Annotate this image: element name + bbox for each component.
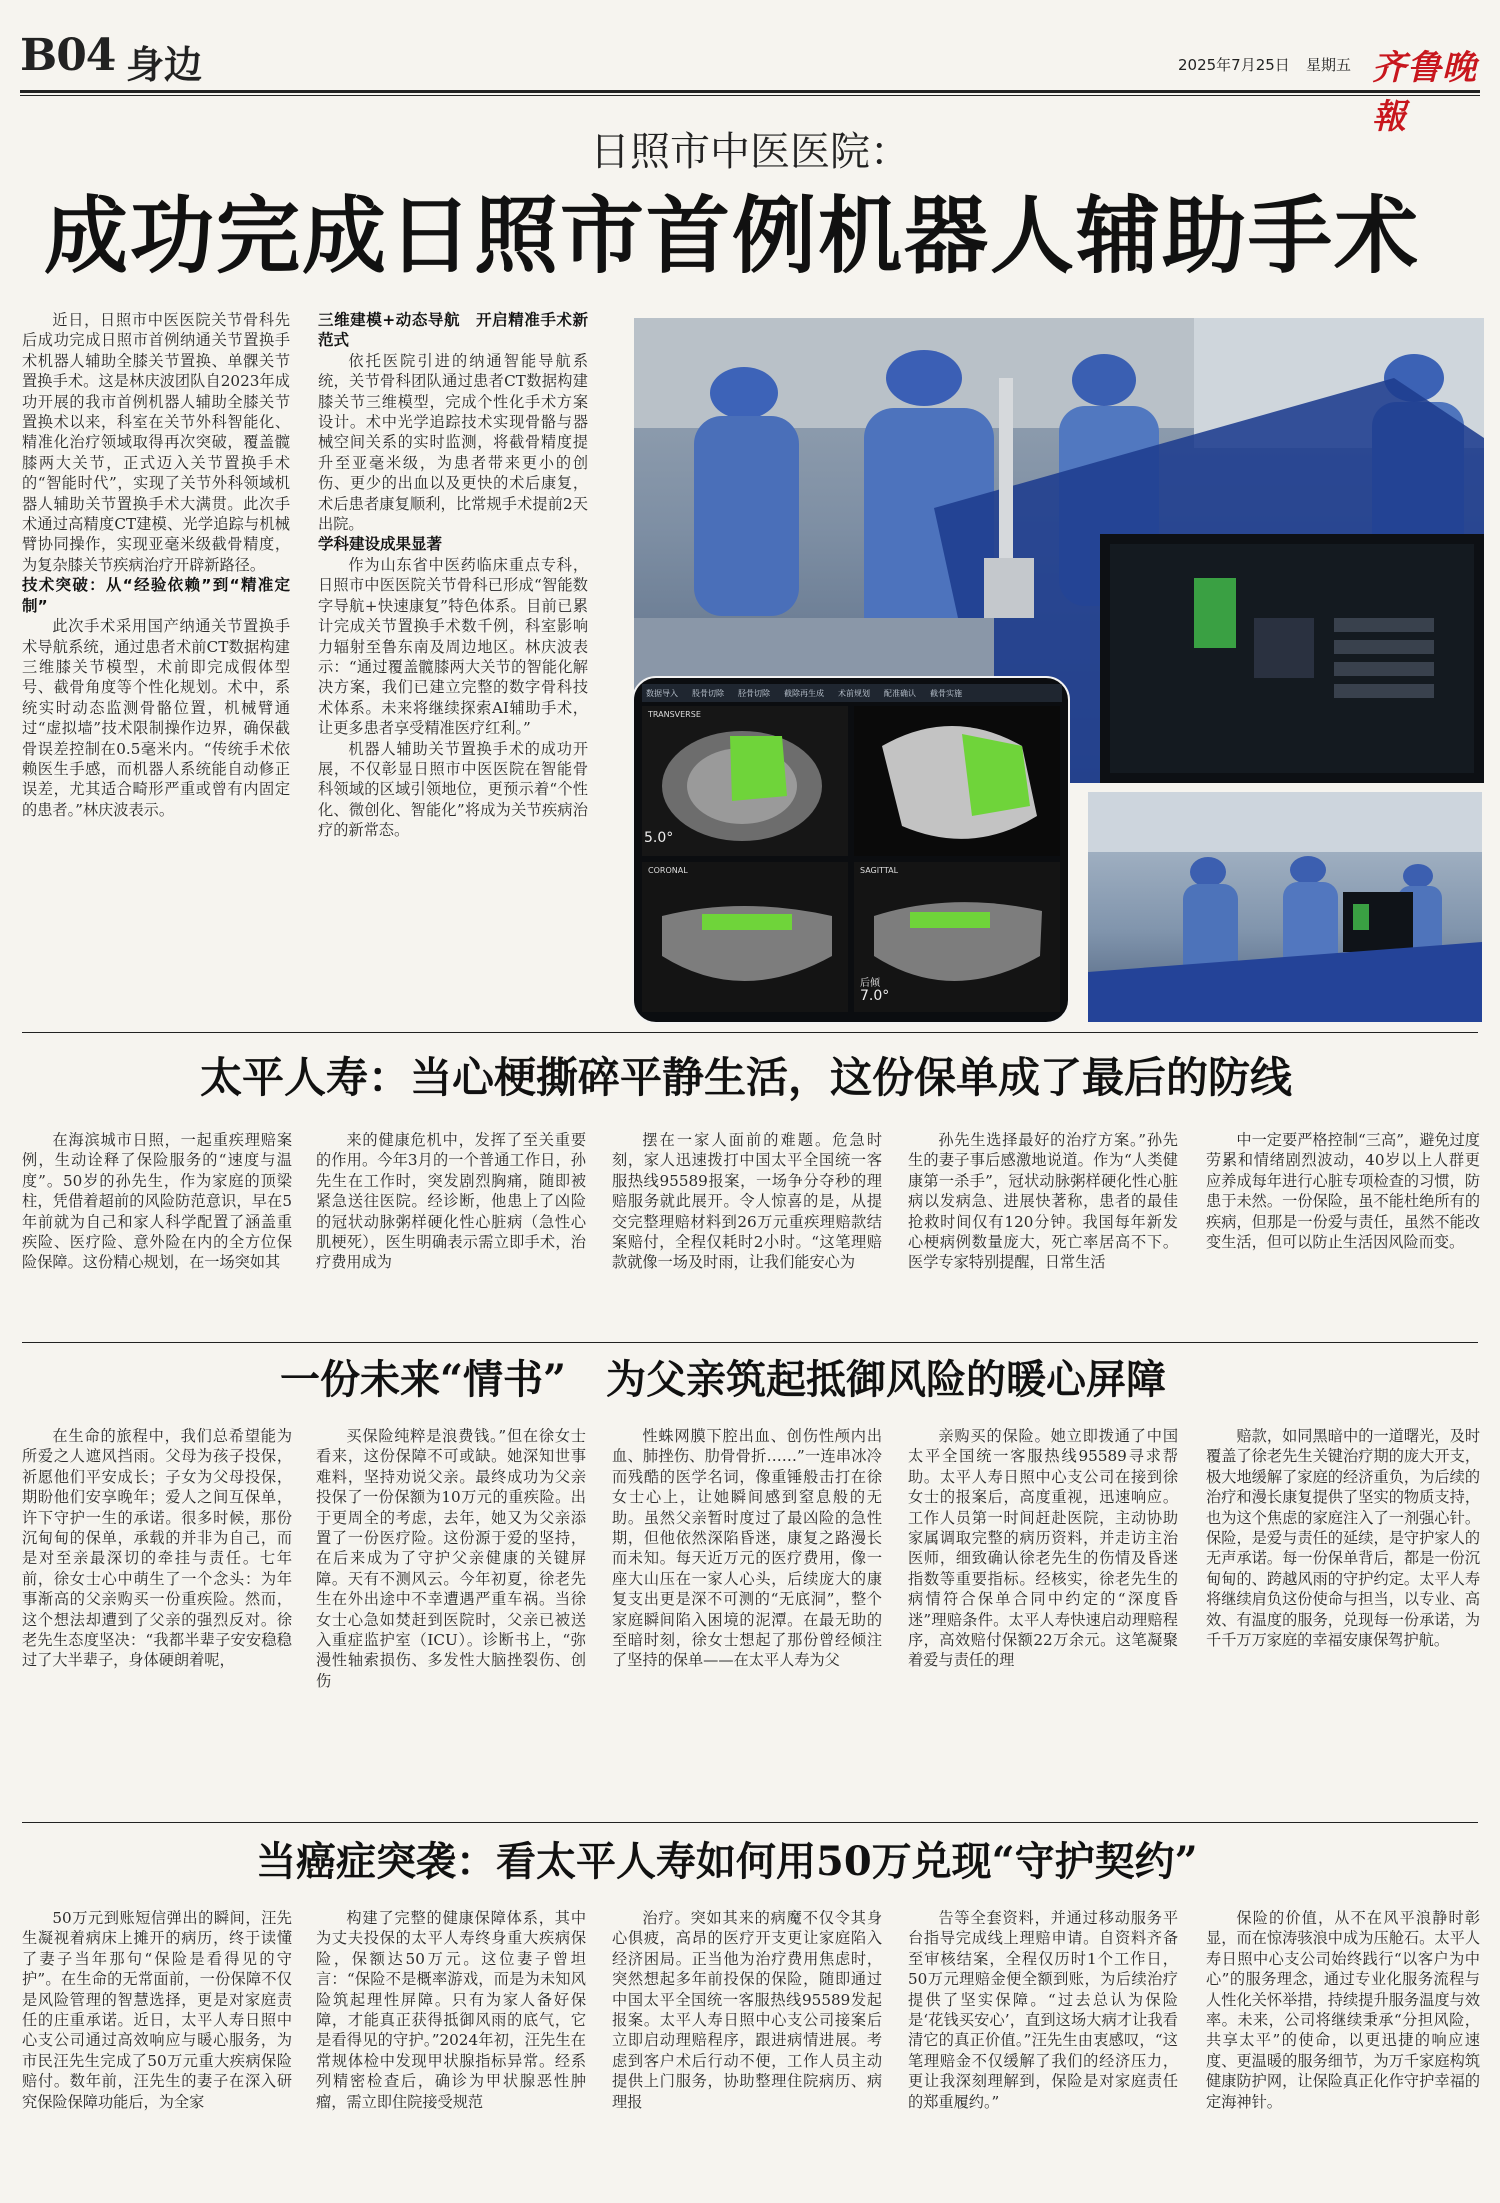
section-divider xyxy=(22,1032,1478,1033)
software-tab[interactable]: 胫骨切除 xyxy=(738,688,770,698)
issue-date: 2025年7月25日 xyxy=(1178,56,1290,74)
ad1-column-1 xyxy=(22,1130,292,1335)
subheading: 三维建模+动态导航 开启精准手术新范式 xyxy=(318,311,588,350)
surgery-photo-secondary xyxy=(1088,792,1482,1022)
ad2-column-4 xyxy=(908,1426,1178,1816)
page-code: B04 xyxy=(20,30,116,81)
ad1-headline: 太平人寿：当心梗撕碎平静生活，这份保单成了最后的防线 xyxy=(200,1053,1293,1102)
section-divider xyxy=(22,1342,1478,1343)
issue-weekday: 星期五 xyxy=(1306,56,1352,74)
paragraph: 在生命的旅程中，我们总希望能为所爱之人遮风挡雨。父母为孩子投保，祈愿他们平安成长；子女为父母投保，期盼他们安享晚年；爱人之间互保单，许下守护一生的承诺。很多时候，那份沉甸甸的保单，承载的并非为自己，而是对至亲最深切的牵挂与责任。七年前，徐女士心中萌生了一个念头：为年事渐高的父亲购买一份重疾险。然而，这个想法却遭到了父亲的强烈反对。徐老先生态度坚决：“我都半辈子安安稳稳过了大半辈子，身体硬朗着呢， xyxy=(22,1427,292,1670)
software-tab[interactable]: 截骨实施 xyxy=(930,688,962,698)
software-tab[interactable]: 术前规划 xyxy=(838,688,870,698)
ad3-column-3 xyxy=(612,1908,882,2196)
ad3-column-2 xyxy=(316,1908,586,2196)
ad3-column-4 xyxy=(908,1908,1178,2196)
ad1-column-3 xyxy=(612,1130,882,1335)
angle-readout: 5.0° xyxy=(644,830,674,846)
software-tab[interactable]: 配准确认 xyxy=(884,688,916,698)
section-divider xyxy=(22,1822,1478,1823)
view-label-sagittal: SAGITTAL xyxy=(860,866,899,875)
ad2-column-5 xyxy=(1206,1426,1480,1816)
surgery-scene-illustration xyxy=(1088,792,1482,1022)
software-tab[interactable]: 股骨切除 xyxy=(692,688,724,698)
paragraph: 亲购买的保险。她立即拨通了中国太平全国统一客服热线95589寻求帮助。太平人寿日照中心支公司在接到徐女士的报案后，高度重视，迅速响应。工作人员第一时间赶赴医院，主动协助家属调取完整的病历资料，并走访主治医师，细致确认徐老先生的伤情及昏迷指数等重要指标。经核实，徐老先生的病情符合保单合同中约定的“深度昏迷”理赔条件。太平人寿快速启动理赔程序，高效赔付保额22万余元。这笔凝聚着爱与责任的理 xyxy=(908,1427,1178,1670)
ad2-headline: 一份未来“情书” 为父亲筑起抵御风险的暖心屏障 xyxy=(280,1356,1167,1403)
paragraph: 此次手术采用国产纳通关节置换手术导航系统，通过患者术前CT数据构建三维膝关节模型，术前即完成假体型号、截骨角度等个性化规划。术中，系统实时动态监测骨骼位置，机械臂通过“虚拟墙”技术限制操作边界，确保截骨误差控制在0.5毫米内。“传统手术依赖医生手感，而机器人系统能自动修正误差，尤其适合畸形严重或曾有内固定的患者。”林庆波表示。 xyxy=(22,617,290,819)
subheading: 技术突破：从“经验依赖”到“精准定制” xyxy=(22,576,290,615)
paragraph: 治疗。突如其来的病魔不仅令其身心俱疲，高昂的医疗开支更让家庭陷入经济困局。正当他为治疗费用焦虑时，突然想起多年前投保的保险，随即通过中国太平全国统一客服热线95589发起报案。太平人寿日照中心支公司接案后立即启动理赔程序，跟进病情进展。考虑到客户术后行动不便，工作人员主动提供上门服务，协助整理住院病历、病理报 xyxy=(612,1909,882,2111)
header-rule-thin xyxy=(20,95,1480,96)
ad1-column-5 xyxy=(1206,1130,1480,1335)
ad1-column-2 xyxy=(316,1130,586,1335)
ad3-headline: 当癌症突袭：看太平人寿如何用50万兑现“守护契约” xyxy=(256,1838,1198,1885)
paragraph: 告等全套资料，并通过移动服务平台指导完成线上理赔申请。自资料齐备至审核结案，全程仅历时1个工作日，50万元理赔金便全额到账，为后续治疗提供了坚实保障。“过去总认为保险是‘花钱买安心’，直到这场大病才让我看清它的真正价值。”汪先生由衷感叹，“这笔理赔金不仅缓解了我们的经济压力，更让我深刻理解到，保险是对家庭责任的郑重履约。” xyxy=(908,1909,1178,2111)
slope-readout: 7.0° xyxy=(860,988,890,1004)
paragraph: 买保险纯粹是浪费钱。”但在徐女士看来，这份保障不可或缺。她深知世事难料，坚持劝说父亲。最终成功为父亲投保了一份保额为10万元的重疾险。出于更周全的考虑，去年，她又为父亲添置了一份医疗险。这份源于爱的坚持，在后来成为了守护父亲健康的关键屏障。天有不测风云。今年初夏，徐老先生在外出途中不幸遭遇严重车祸。当徐女士心急如焚赶到医院时，父亲已被送入重症监护室（ICU）。诊断书上，“弥漫性轴索损伤、多发性大脑挫裂伤、创伤 xyxy=(316,1427,586,1690)
section-name: 身边 xyxy=(126,42,203,87)
paragraph: 摆在一家人面前的难题。危急时刻，家人迅速拨打中国太平全国统一客服热线95589报案，一场争分夺秒的理赔服务就此展开。令人惊喜的是，从提交完整理赔材料到26万元重疾理赔款结案赔付，全程仅耗时2小时。“这笔理赔款就像一场及时雨，让我们能安心为 xyxy=(612,1131,882,1272)
paragraph: 近日，日照市中医医院关节骨科先后成功完成日照市首例纳通关节置换手术机器人辅助全膝关节置换、单髁关节置换手术。这是林庆波团队自2023年成功开展的我市首例机器人辅助全膝关节置换术以来，科室在关节外科智能化、精准化治疗领域取得再次突破，覆盖髋膝两大关节，正式迈入关节置换手术的“智能时代”，实现了关节外科领域机器人辅助关节置换手术大满贯。此次手术通过高精度CT建模、光学追踪与机械臂协同操作，实现亚毫米级截骨精度，为复杂膝关节疾病治疗开辟新路径。 xyxy=(22,311,290,574)
paragraph: 50万元到账短信弹出的瞬间，汪先生凝视着病床上摊开的病历，终于读懂了妻子当年那句“保险是看得见的守护”。在生命的无常面前，一份保障不仅是风险管理的智慧选择，更是对家庭责任的庄重承诺。近日，太平人寿日照中心支公司通过高效响应与暖心服务，为市民汪先生完成了50万元重大疾病保险赔付。数年前，汪先生的妻子在深入研究保险保障功能后，为全家 xyxy=(22,1909,292,2111)
ad2-column-3 xyxy=(612,1426,882,1816)
software-tab-bar xyxy=(642,684,1062,702)
ad1-column-4 xyxy=(908,1130,1178,1335)
paragraph: 中一定要严格控制“三高”，避免过度劳累和情绪剧烈波动，40岁以上人群更应养成每年进行心脏专项检查的习惯，防患于未然。一份保险，虽不能杜绝所有的疾病，但那是一份爱与责任，虽然不能改变生活，但可以防止生活因风险而变。 xyxy=(1206,1131,1480,1252)
subheading: 学科建设成果显著 xyxy=(318,535,443,554)
software-tab[interactable]: 数据导入 xyxy=(646,688,678,698)
article-kicker: 日照市中医医院： xyxy=(590,129,910,175)
view-label-coronal: CORONAL xyxy=(648,866,688,875)
paragraph: 来的健康危机中，发挥了至关重要的作用。今年3月的一个普通工作日，孙先生在工作时，突发剧烈胸痛，随即被紧急送往医院。经诊断，他患上了凶险的冠状动脉粥样硬化性心脏病（急性心肌梗死），医生明确表示需立即手术，治疗费用成为 xyxy=(316,1131,586,1272)
paragraph: 赔款，如同黑暗中的一道曙光，及时覆盖了徐老先生关键治疗期的庞大开支，极大地缓解了家庭的经济重负，为后续的治疗和漫长康复提供了坚实的物质支持，也为这个焦虑的家庭注入了一剂强心针。保险，是爱与责任的延续，是守护家人的无声承诺。每一份保单背后，都是一份沉甸甸的、跨越风雨的守护约定。太平人寿将继续肩负这份使命与担当，以专业、高效、有温度的服务，兑现每一份承诺，为千千万万家庭的幸福安康保驾护航。 xyxy=(1206,1427,1480,1650)
paragraph: 孙先生选择最好的治疗方案。”孙先生的妻子事后感激地说道。作为“人类健康第一杀手”，冠状动脉粥样硬化性心脏病以发病急、进展快著称，患者的最佳抢救时间仅有120分钟。我国每年新发心梗病例数量庞大，死亡率居高不下。医学专家特别提醒，日常生活 xyxy=(908,1131,1178,1272)
bone-model-views xyxy=(642,706,1060,1016)
header-rule xyxy=(20,90,1480,93)
view-label-transverse: TRANSVERSE xyxy=(648,710,701,719)
paragraph: 在海滨城市日照，一起重疾理赔案例，生动诠释了保险服务的“速度与温度”。50岁的孙先生，作为家庭的顶梁柱，凭借着超前的风险防范意识，早在5年前就为自己和家人科学配置了涵盖重疾险、医疗险、意外险在内的全方位保险保障。这份精心规划，在一场突如其 xyxy=(22,1131,292,1272)
paragraph: 依托医院引进的纳通智能导航系统，关节骨科团队通过患者CT数据构建膝关节三维模型，完成个性化手术方案设计。术中光学追踪技术实现骨骼与器械空间关系的实时监测，将截骨精度提升至亚毫米级，为患者带来更小的创伤、更少的出血以及更快的术后康复，术后患者康复顺利，比常规手术提前2天出院。 xyxy=(318,351,588,534)
article1-column-2 xyxy=(318,310,588,1022)
ad3-column-5 xyxy=(1206,1908,1480,2196)
article1-column-1 xyxy=(22,310,290,1022)
slope-label: 后倾 xyxy=(860,978,880,989)
paragraph: 机器人辅助关节置换手术的成功开展，不仅彰显日照市中医医院在智能骨科领域的区域引领地位，更预示着“个性化、微创化、智能化”将成为关节疾病治疗的新常态。 xyxy=(318,739,588,840)
ad3-column-1 xyxy=(22,1908,292,2196)
ad2-column-2 xyxy=(316,1426,586,1816)
ad2-column-1 xyxy=(22,1426,292,1816)
paragraph: 构建了完整的健康保障体系，其中为丈夫投保的太平人寿终身重大疾病保险，保额达50万元。这位妻子曾坦言：“保险不是概率游戏，而是为未知风险筑起理性屏障。只有为家人备好保障，才能真正获得抵御风雨的底气，它是看得见的守护。”2024年初，汪先生在常规体检中发现甲状腺指标异常。经系列精密检查后，确诊为甲状腺恶性肿瘤，需立即住院接受规范 xyxy=(316,1909,586,2111)
article-headline: 成功完成日照市首例机器人辅助手术 xyxy=(44,186,1421,285)
paragraph: 性蛛网膜下腔出血、创伤性颅内出血、肺挫伤、肋骨骨折……”一连串冰冷而残酷的医学名词，像重锤般击打在徐女士心上，让她瞬间感到窒息般的无助。虽然父亲暂时度过了最凶险的急性期，但他依然深陷昏迷，康复之路漫长而未知。每天近万元的医疗费用，像一座大山压在一家人心头，后续庞大的康复支出更是深不可测的“无底洞”，整个家庭瞬间陷入困境的泥潭。在最无助的至暗时刻，徐女士想起了那份曾经倾注了坚持的保单——在太平人寿为父 xyxy=(612,1427,882,1670)
masthead-logo: 齐鲁晚報 xyxy=(1372,48,1477,137)
paragraph: 保险的价值，从不在风平浪静时彰显，而在惊涛骇浪中成为压舱石。太平人寿日照中心支公司始终践行“以客户为中心”的服务理念，通过专业化服务流程与人性化关怀举措，持续提升服务温度与效率。未来，公司将继续秉承“分担风险，共享太平”的使命，以更迅捷的响应速度、更温暖的服务细节，为万千家庭构筑健康防护网，让保险真正化作守护幸福的定海神针。 xyxy=(1206,1909,1480,2111)
navigation-software-screenshot xyxy=(632,676,1070,1024)
software-tab[interactable]: 截除再生成 xyxy=(784,688,824,698)
paragraph: 作为山东省中医药临床重点专科，日照市中医医院关节骨科已形成“智能数字导航+快速康复”特色体系。目前已累计完成关节置换手术数千例，科室影响力辐射至鲁东南及周边地区。林庆波表示：“通过覆盖髋膝两大关节的智能化解决方案，我们已建立完整的数字骨科技术体系。未来将继续探索AI辅助手术，让更多患者享受精准医疗红利。” xyxy=(318,555,588,738)
